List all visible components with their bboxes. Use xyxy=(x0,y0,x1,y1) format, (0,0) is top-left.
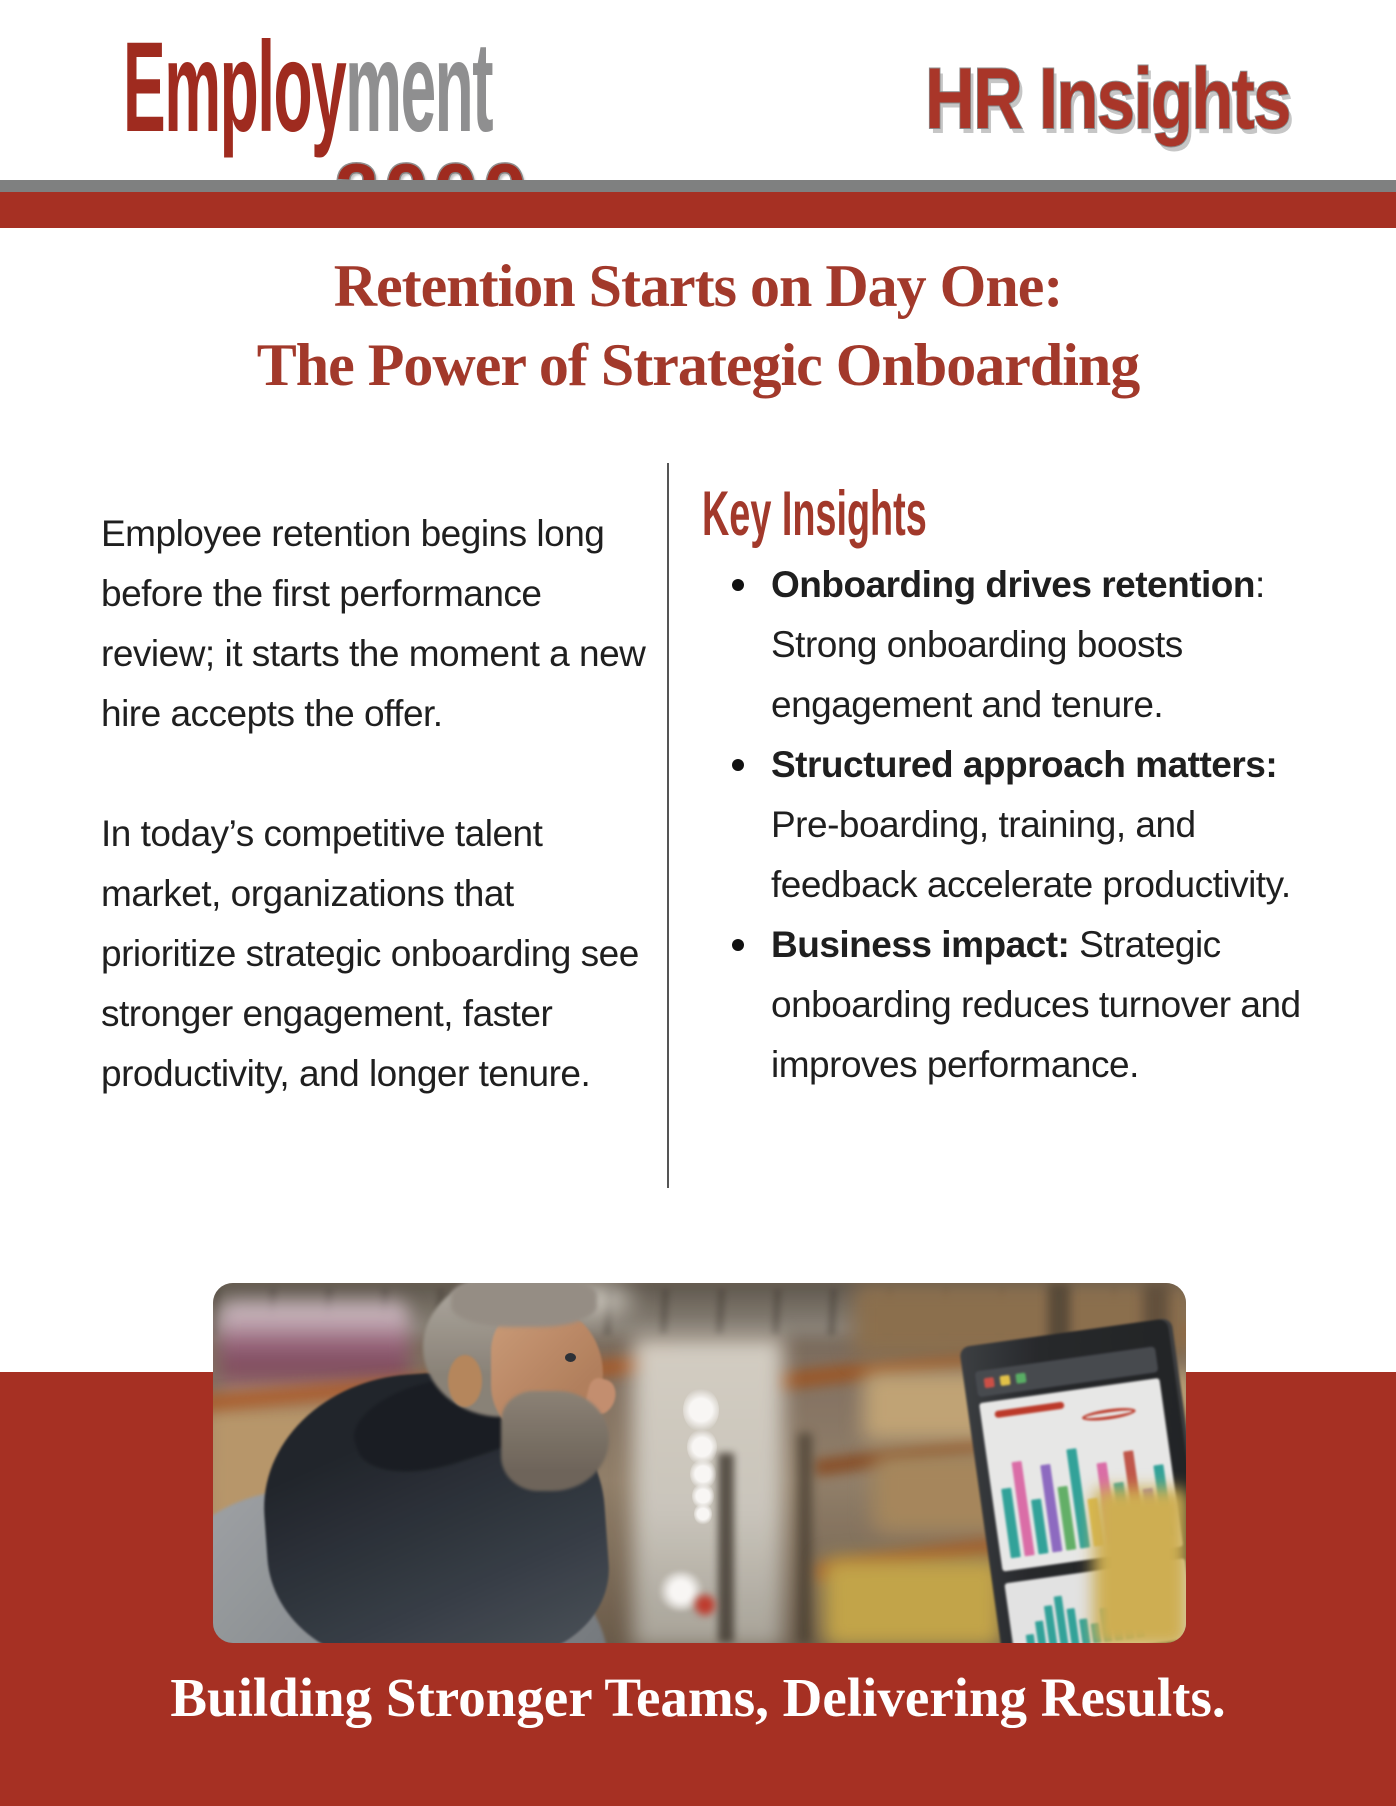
logo-word-gray: ment xyxy=(345,16,493,159)
photo-color-overlay xyxy=(213,1283,1186,1643)
bullet-body: Pre-boarding, training, and feedback accelerate productivity. xyxy=(771,804,1291,905)
bullet-lead-suffix: : xyxy=(1255,564,1265,605)
key-insights-heading: Key Insights xyxy=(702,479,927,549)
header-gray-rule xyxy=(0,180,1396,192)
article-title-line2: The Power of Strategic Onboarding xyxy=(256,332,1140,398)
list-item xyxy=(702,915,1327,1095)
body-columns xyxy=(101,463,1363,1188)
article-title-line1: Retention Starts on Day One: xyxy=(333,253,1063,319)
warehouse-photo xyxy=(213,1283,1186,1643)
list-item xyxy=(702,555,1327,735)
key-insights-list xyxy=(702,555,1327,1095)
list-item xyxy=(702,735,1327,915)
intro-paragraph: In today’s competitive talent market, organizations that prioritize strategic onboarding see stronger engagement, faster productivity, and longer tenure. xyxy=(101,813,639,1094)
article-title xyxy=(0,247,1396,405)
intro-column xyxy=(101,463,667,1188)
bullet-icon xyxy=(732,759,744,771)
logo-word-red: Employ xyxy=(123,16,346,159)
footer-tagline: Building Stronger Teams, Delivering Results. xyxy=(170,1667,1226,1728)
logo-wordmark xyxy=(123,16,493,159)
bullet-icon xyxy=(732,939,744,951)
bullet-body: Strategic onboarding reduces turnover and improves performance. xyxy=(771,924,1301,1085)
bullet-body: Strong onboarding boosts engagement and tenure. xyxy=(771,624,1183,725)
bullet-lead: Onboarding drives retention xyxy=(771,564,1255,605)
company-logo xyxy=(123,16,861,159)
key-insights-column xyxy=(667,463,1327,1188)
bullet-lead: Business impact: xyxy=(771,924,1070,965)
bullet-lead: Structured approach matters: xyxy=(771,744,1278,785)
header-red-rule xyxy=(0,192,1396,228)
masthead-title: HR Insights xyxy=(925,51,1290,147)
intro-paragraph: Employee retention begins long before the first performance review; it starts the moment a new hire accepts the offer. xyxy=(101,513,646,734)
bullet-icon xyxy=(732,579,744,591)
